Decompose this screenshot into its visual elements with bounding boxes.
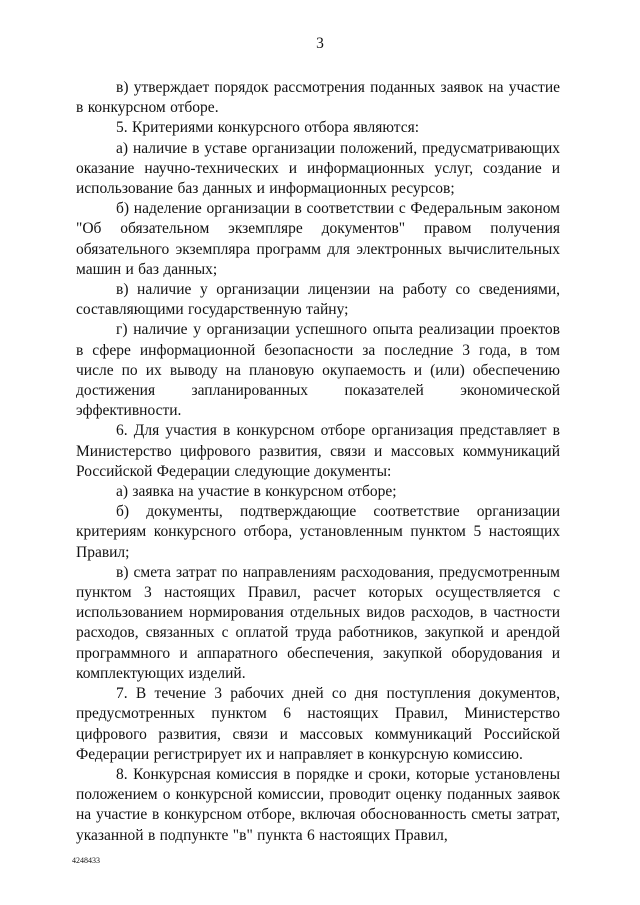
paragraph-6a: а) заявка на участие в конкурсном отборе; bbox=[116, 483, 397, 501]
paragraph-7: 7. В течение 3 рабочих дней со дня поступления документов, предусмотренных пунктом 6 настоящих Правил, Министерство цифрового развития, связи и массовых коммуникаций Российской Федерации регистрирует их и направляет в конкурсную комиссию. bbox=[76, 685, 560, 763]
paragraph-6b: б) документы, подтверждающие соответствие организации критериям конкурсного отбора, установленным пунктом 5 настоящих Правил; bbox=[76, 503, 560, 561]
paragraph-5b: б) наделение организации в соответствии с Федеральным законом "Об обязательном экземпляре документов" правом получения обязательного экземпляра программ для электронных вычислительных машин и баз данных; bbox=[76, 200, 560, 278]
page-number: 3 bbox=[316, 35, 324, 52]
paragraph-5-heading: 5. Критериями конкурсного отбора являются: bbox=[116, 119, 420, 137]
paragraph-8: 8. Конкурсная комиссия в порядке и сроки, которые установлены положением о конкурсной комиссии, проводит оценку поданных заявок на участие в конкурсном отборе, включая обоснованность сметы затрат, указанной в подпункте "в" пункта 6 настоящих Правил, bbox=[76, 765, 560, 844]
document-code: 4248433 bbox=[72, 856, 100, 865]
document-body bbox=[76, 78, 560, 846]
paragraph-6-heading: 6. Для участия в конкурсном отборе организация представляет в Министерство цифрового развития, связи и массовых коммуникаций Российской Федерации следующие документы: bbox=[76, 422, 560, 480]
paragraph-5v: в) наличие у организации лицензии на работу со сведениями, составляющими государственную тайну; bbox=[76, 281, 560, 319]
paragraph-3v: в) утверждает порядок рассмотрения поданных заявок на участие в конкурсном отборе. bbox=[76, 79, 560, 117]
paragraph-6v: в) смета затрат по направлениям расходования, предусмотренным пунктом 3 настоящих Правил, расчет которых осуществляется с использованием нормирования отдельных видов расходов, в частности расходов, связанных с оплатой труда работников, закупкой и арендой программного и аппаратного обеспечения, закупкой оборудования и комплектующих изделий. bbox=[76, 563, 560, 682]
paragraph-5g: г) наличие у организации успешного опыта реализации проектов в сфере информационной безопасности за последние 3 года, в том числе по их выводу на плановую окупаемость и (или) обеспечению достижения запланированных показателей экономической эффективности. bbox=[76, 321, 560, 420]
paragraph-5a: а) наличие в уставе организации положений, предусматривающих оказание научно-технических и информационных услуг, создание и использование баз данных и информационных ресурсов; bbox=[76, 139, 560, 198]
